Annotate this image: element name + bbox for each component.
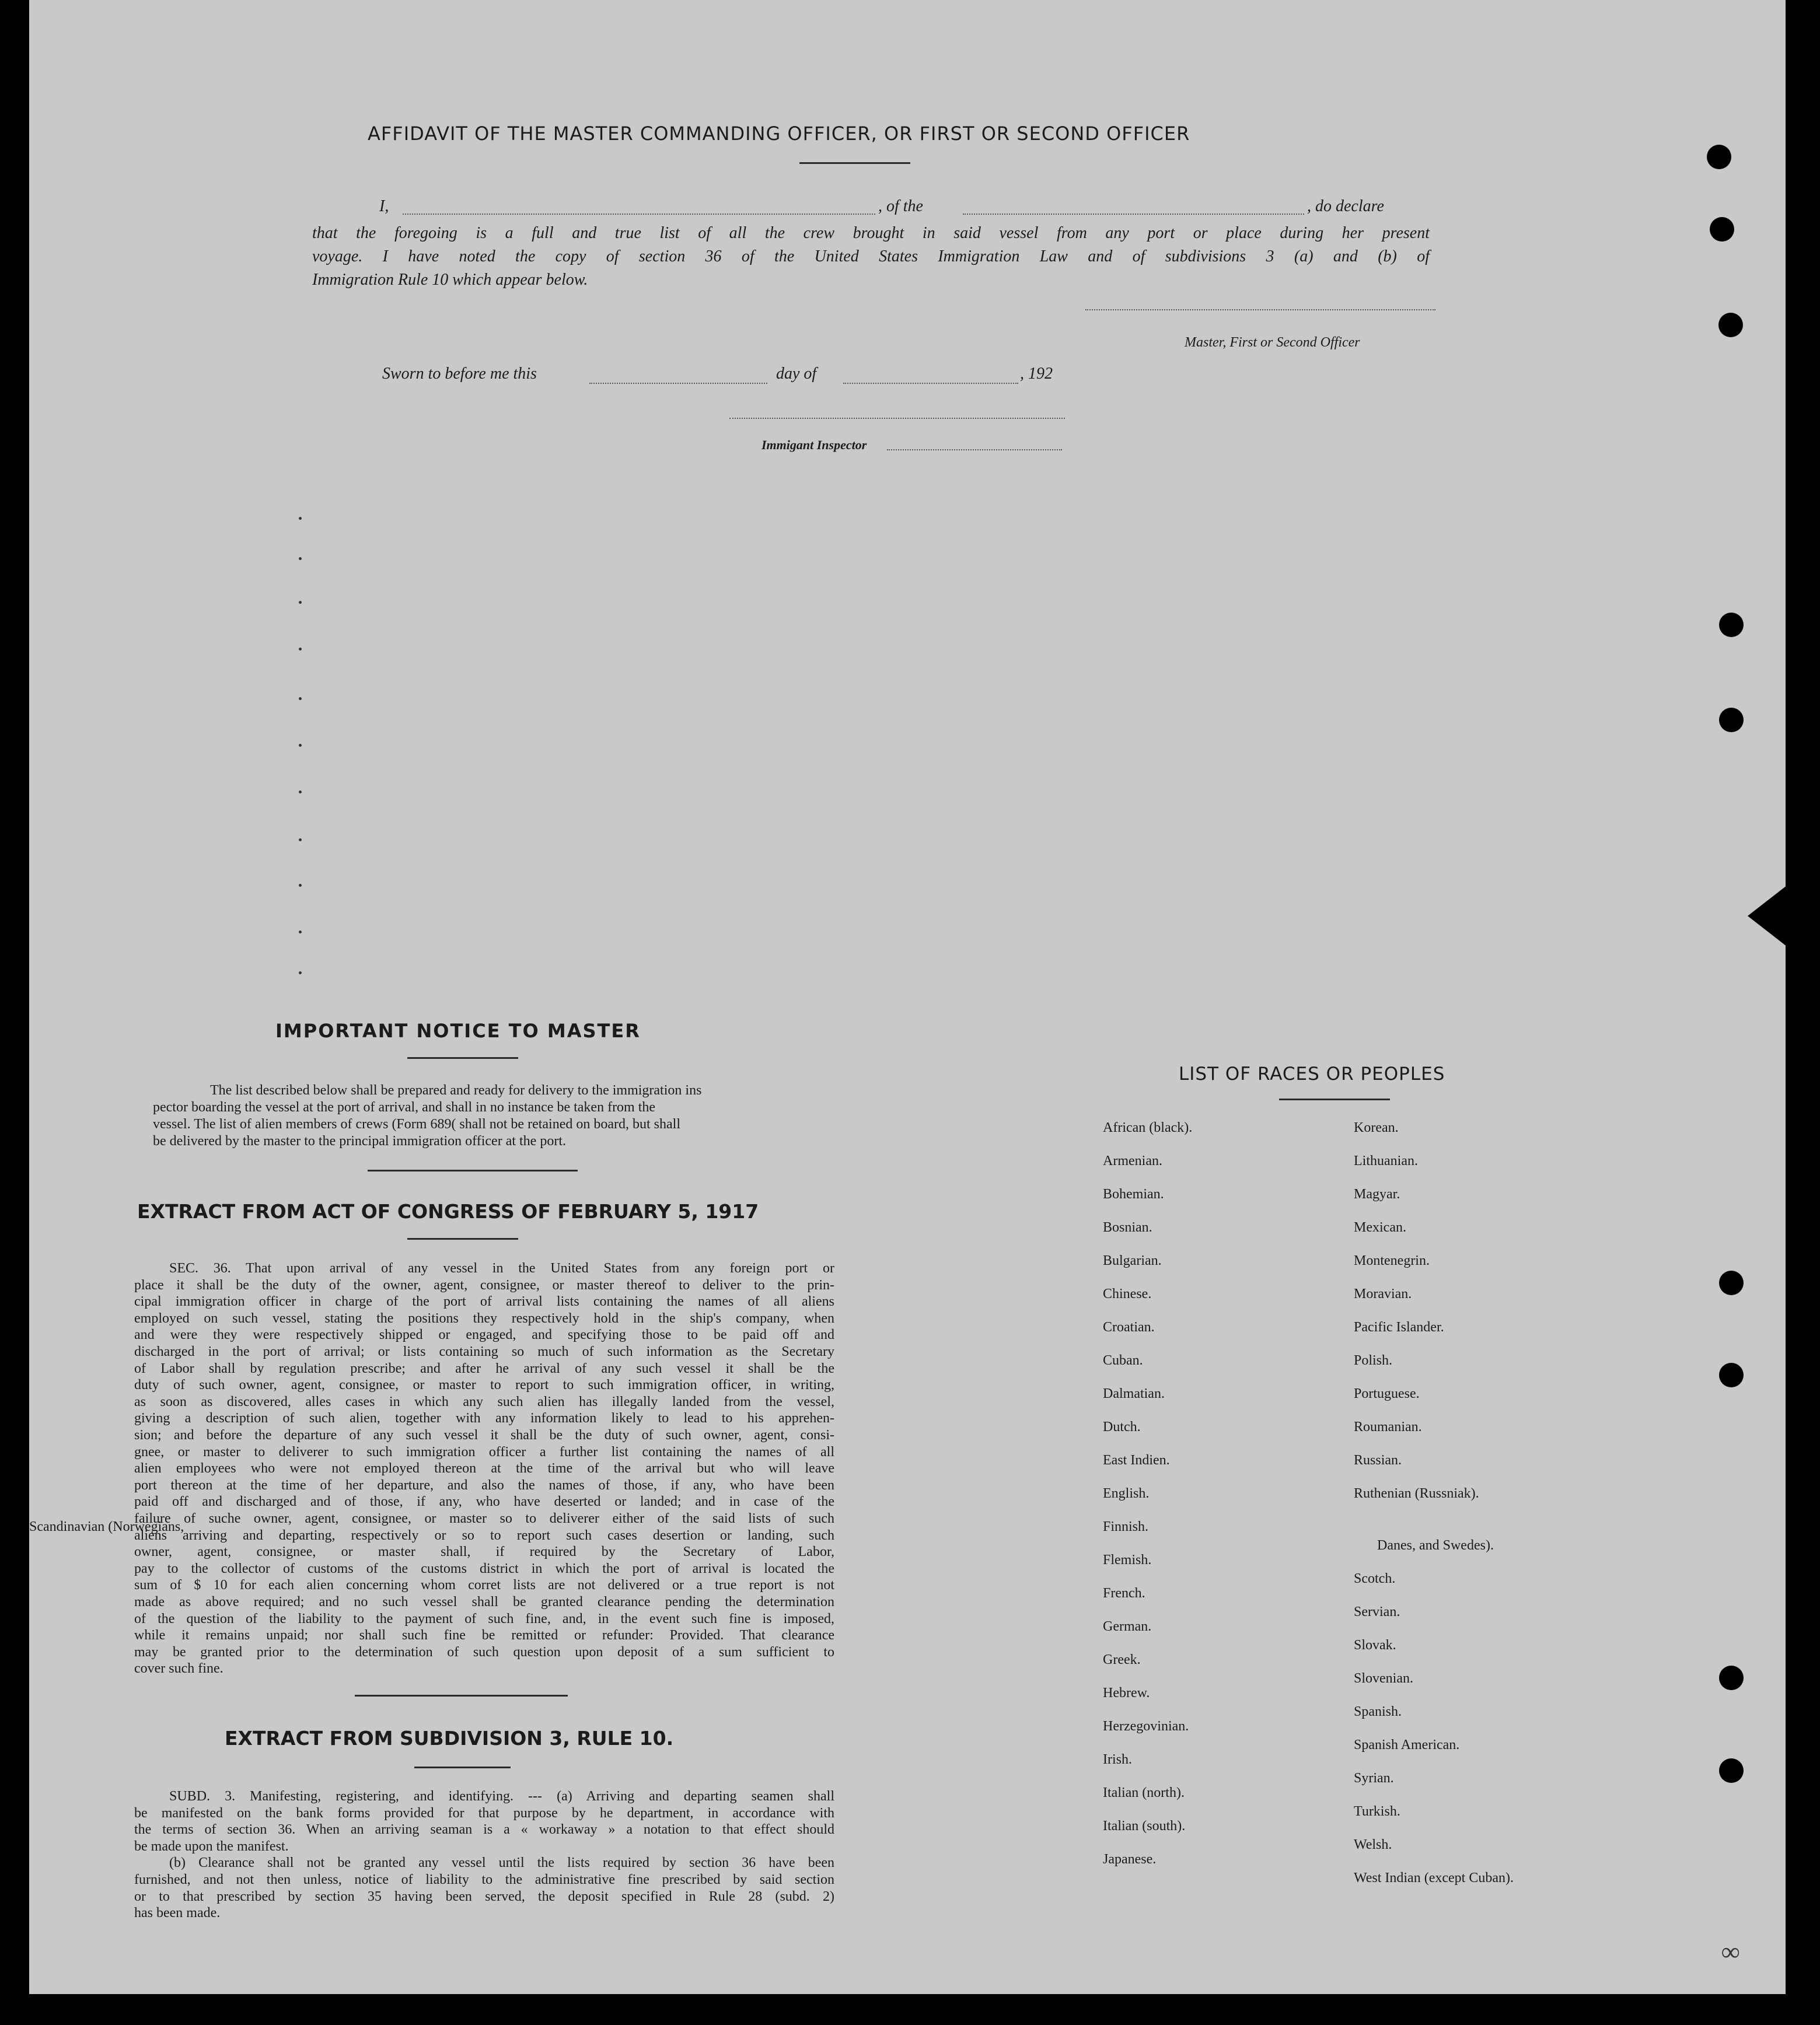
act-line: paid off and discharged and of those, if any, who have deserted or landed; and in case of the <box>134 1494 834 1510</box>
affidavit-body-line: voyage. I have noted the copy of section 36 of the United States Immigration Law and of subdivisions 3 (a) and (b) of <box>312 247 1430 265</box>
binder-hole <box>1719 1666 1744 1690</box>
race-item: Cuban. <box>1103 1353 1143 1368</box>
act-line: failure of suche owner, agent, consignee, or master so to deliverer either of the said lists of such <box>134 1511 834 1526</box>
affidavit-body-line: that the foregoing is a full and true list of all the crew brought in said vessel from any port or place during her present <box>312 224 1430 242</box>
race-item: Finnish. <box>1103 1519 1149 1534</box>
rule-line: SUBD. 3. Manifesting, registering, and identifying. --- (a) Arriving and departing seamen shall <box>169 1789 834 1804</box>
affidavit-i-label: I, <box>379 197 389 215</box>
act-line: as soon as discovered, alles cases in which any such alien has illegally landed from the vessel, <box>134 1394 834 1410</box>
act-line: gnee, or master to deliverer to such immigration officer a further list containing the names of all <box>134 1444 834 1460</box>
act-line: SEC. 36. That upon arrival of any vessel in the United States from any foreign port or <box>169 1261 834 1276</box>
race-item: Servian. <box>1354 1604 1400 1620</box>
sworn-month-field[interactable] <box>843 383 1018 384</box>
race-item: Roumanian. <box>1354 1419 1422 1435</box>
race-item: Welsh. <box>1354 1837 1392 1852</box>
rule-line: the terms of section 36. When an arriving seaman is a « workaway » a notation to that effect should <box>134 1822 834 1838</box>
race-item: East Indien. <box>1103 1453 1170 1468</box>
affidavit-declare-label: , do declare <box>1307 197 1384 215</box>
race-item: Slovak. <box>1354 1638 1396 1653</box>
rule-line: be made upon the manifest. <box>134 1838 289 1854</box>
race-item: Italian (north). <box>1103 1785 1185 1800</box>
affidavit-body-line: Immigration Rule 10 which appear below. <box>312 271 588 289</box>
binder-hole <box>1719 1271 1744 1295</box>
race-item: Spanish. <box>1354 1704 1402 1719</box>
races-title: LIST OF RACES OR PEOPLES <box>1179 1064 1445 1085</box>
race-item: Japanese. <box>1103 1852 1157 1867</box>
notice-line: pector boarding the vessel at the port of arrival, and shall in no instance be taken from the <box>153 1100 656 1115</box>
notice-line: vessel. The list of alien members of crews (Form 689( shall not be retained on board, but shall <box>153 1117 681 1132</box>
race-item: Scotch. <box>1354 1571 1396 1586</box>
affidavit-title-underline <box>799 162 910 164</box>
notice-title: IMPORTANT NOTICE TO MASTER <box>275 1020 641 1042</box>
race-item: Pacific Islander. <box>1354 1320 1444 1335</box>
act-line: and were they were respectively shipped or engaged, and specifying those to be paid off and <box>134 1327 834 1343</box>
race-item: Herzegovinian. <box>1103 1719 1189 1734</box>
race-item: Scandinavian (Norwegians, <box>29 1519 184 1534</box>
act-line: pay to the collector of customs of the customs district in which the port of arrival is located the <box>134 1561 834 1576</box>
race-item: Bulgarian. <box>1103 1253 1162 1268</box>
race-item: Flemish. <box>1103 1552 1152 1568</box>
handwritten-mark: ∞ <box>1721 1937 1740 1966</box>
race-item: English. <box>1103 1486 1150 1501</box>
inspector-signature-field[interactable] <box>887 449 1062 450</box>
act-title-underline <box>407 1238 518 1240</box>
notice-line: be delivered by the master to the principal immigration officer at the port. <box>153 1134 566 1149</box>
affidavit-of-the-label: , of the <box>878 197 923 215</box>
rule-line: (b) Clearance shall not be granted any vessel until the lists required by section 36 have been <box>169 1855 834 1871</box>
act-line: giving a description of such alien, together with any information likely to lead to his apprehen- <box>134 1411 834 1426</box>
race-item: African (black). <box>1103 1120 1193 1135</box>
race-item: Russian. <box>1354 1453 1402 1468</box>
notice-divider <box>368 1170 578 1171</box>
act-divider <box>355 1695 568 1697</box>
race-item: Korean. <box>1354 1120 1399 1135</box>
act-line: cipal immigration officer in charge of the port of arrival lists containing the names of all aliens <box>134 1294 834 1310</box>
master-signature-label: Master, First or Second Officer <box>1185 335 1360 350</box>
act-line: place it shall be the duty of the owner, agent, consignee, or master thereof to deliver to the prin- <box>134 1277 834 1293</box>
act-line: sion; and before the departure of any such vessel it shall be the duty of such owner, agent, consi- <box>134 1428 834 1443</box>
inspector-label: Immigant Inspector <box>761 438 867 452</box>
race-item: Lithuanian. <box>1354 1153 1418 1169</box>
race-item: Armenian. <box>1103 1153 1162 1169</box>
year-label: , 192 <box>1020 365 1053 383</box>
race-item: Dalmatian. <box>1103 1386 1165 1401</box>
race-item: Ruthenian (Russniak). <box>1354 1486 1479 1501</box>
race-item: Hebrew. <box>1103 1685 1150 1701</box>
act-line: sum of $ 10 for each alien concerning whom corret lists are not delivered or a true report is not <box>134 1578 834 1593</box>
binder-hole <box>1719 1758 1744 1783</box>
race-item: Slovenian. <box>1354 1671 1413 1686</box>
act-line: cover such fine. <box>134 1661 223 1677</box>
race-item: Dutch. <box>1103 1419 1141 1435</box>
rule-line: furnished, and not then unless, notice of liability to the administrative fine prescribed by said section <box>134 1872 834 1887</box>
edge-notch <box>1748 875 1800 957</box>
notice-title-underline <box>407 1057 518 1059</box>
act-line: may be granted prior to the determination of such question upon deposit of a sum sufficient to <box>134 1644 834 1660</box>
race-item: Moravian. <box>1354 1286 1412 1302</box>
affidavit-title: AFFIDAVIT OF THE MASTER COMMANDING OFFICER, OR FIRST OR SECOND OFFICER <box>368 123 1190 145</box>
race-item: Italian (south). <box>1103 1818 1186 1834</box>
vessel-name-field[interactable] <box>963 214 1304 215</box>
master-signature-field[interactable] <box>1085 309 1435 310</box>
day-of-label: day of <box>776 365 817 383</box>
rule-title-underline <box>414 1767 511 1768</box>
binder-hole <box>1707 145 1731 169</box>
act-line: made as above required; and no such vessel shall be granted clearance pending the determination <box>134 1594 834 1610</box>
notice-line: The list described below shall be prepared and ready for delivery to the immigration ins <box>210 1083 702 1098</box>
race-item: Turkish. <box>1354 1804 1400 1819</box>
rule-line: be manifested on the bank forms provided for that purpose by he department, in accordance with <box>134 1805 834 1821</box>
race-item: Syrian. <box>1354 1771 1394 1786</box>
race-item: Magyar. <box>1354 1187 1400 1202</box>
sworn-day-field[interactable] <box>589 383 767 384</box>
races-title-underline <box>1279 1099 1390 1100</box>
race-item: Irish. <box>1103 1752 1132 1767</box>
rule-line: or to that prescribed by section 35 having been served, the deposit specified in Rule 28 (subd. 2) <box>134 1888 834 1904</box>
race-item: Greek. <box>1103 1652 1141 1667</box>
manifest-sheet <box>29 0 1786 1994</box>
binder-hole <box>1710 217 1734 242</box>
binder-hole <box>1719 613 1744 637</box>
sworn-label: Sworn to before me this <box>382 365 537 383</box>
act-line: while it remains unpaid; nor shall such fine be remitted or refunder: Provided. That clearance <box>134 1628 834 1643</box>
act-line: of Labor shall by regulation prescribe; and after he arrival of any such vessel it shall be the <box>134 1361 834 1376</box>
act-title: EXTRACT FROM ACT OF CONGRESS OF FEBRUARY 5, 1917 <box>137 1200 759 1223</box>
race-item: Mexican. <box>1354 1220 1406 1235</box>
race-item: Spanish American. <box>1354 1737 1460 1753</box>
binder-hole <box>1719 1363 1744 1387</box>
race-item: Montenegrin. <box>1354 1253 1430 1268</box>
declarant-name-field[interactable] <box>403 214 875 215</box>
race-item: Danes, and Swedes). <box>1377 1538 1494 1553</box>
act-line: of the question of the liability to the payment of such fine, and, in the event such fine is imposed, <box>134 1611 834 1627</box>
race-item: Polish. <box>1354 1353 1393 1368</box>
race-item: Portuguese. <box>1354 1386 1420 1401</box>
inspector-signature-field-top[interactable] <box>729 418 1065 419</box>
act-line: aliens arriving and departing, respectively or so to report such cases desertion or landing, such <box>134 1527 834 1543</box>
binder-hole <box>1718 313 1743 337</box>
act-line: owner, agent, consignee, or master shall, if required by the Secretary of Labor, <box>134 1544 834 1560</box>
race-item: Bohemian. <box>1103 1187 1164 1202</box>
act-line: duty of such owner, agent, consignee, or master to report to such immigration officer, in writing, <box>134 1377 834 1393</box>
race-item: German. <box>1103 1619 1152 1634</box>
race-item: Chinese. <box>1103 1286 1152 1302</box>
race-item: Bosnian. <box>1103 1220 1152 1235</box>
race-item: West Indian (except Cuban). <box>1354 1870 1514 1886</box>
act-line: employed on such vessel, stating the positions they respectively hold in the ship's company, when <box>134 1310 834 1326</box>
race-item: French. <box>1103 1586 1145 1601</box>
rule-line: has been made. <box>134 1905 221 1921</box>
act-line: discharged in the port of arrival; or lists containing so much of such information as the Secretary <box>134 1344 834 1359</box>
act-line: port thereon at the time of her departure, and also the names of those, if any, who have been <box>134 1477 834 1493</box>
rule-title: EXTRACT FROM SUBDIVISION 3, RULE 10. <box>225 1727 674 1750</box>
act-line: alien employees who were not employed thereon at the time of the arrival but who will leave <box>134 1461 834 1477</box>
binder-hole <box>1719 708 1744 732</box>
race-item: Croatian. <box>1103 1320 1155 1335</box>
